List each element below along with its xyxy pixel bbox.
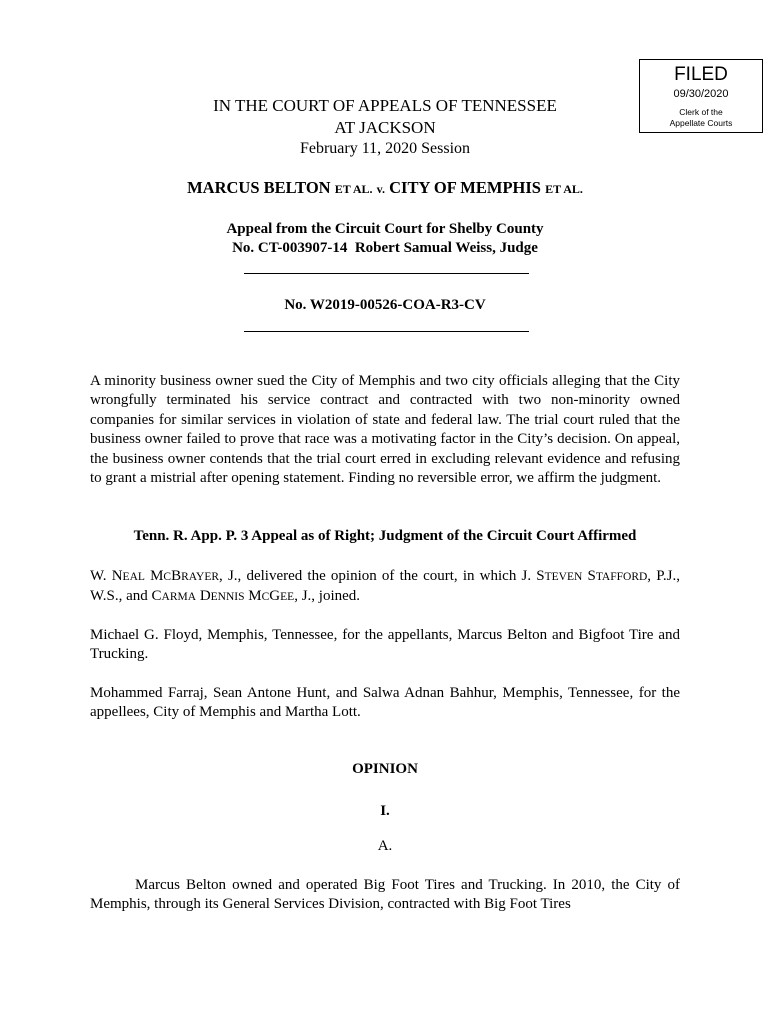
judges-text-17: G bbox=[269, 588, 281, 605]
judges-text-7: , J., delivered the opinion of the court, in which J. S bbox=[219, 568, 545, 584]
judges-text-11: , P.J., W.S., and C bbox=[90, 568, 680, 605]
section-heading: I. bbox=[380, 803, 390, 819]
judges-text-15: M bbox=[248, 588, 262, 605]
appeal-line-2: No. CT-003907-14 Robert Samual Weiss, Judge bbox=[232, 240, 538, 256]
judges-text-9: S bbox=[587, 568, 596, 584]
court-line-2: AT JACKSON bbox=[334, 118, 436, 137]
opinion-heading: OPINION bbox=[352, 761, 418, 777]
judges-text-5: B bbox=[171, 568, 182, 584]
docket-number: No. W2019-00526-COA-R3-CV bbox=[284, 297, 486, 313]
judges-text-13: D bbox=[199, 588, 211, 605]
party-2: CITY OF MEMPHIS bbox=[389, 178, 541, 197]
et-al-1: ET AL. bbox=[334, 182, 373, 196]
judges-text-19: , J., joined. bbox=[294, 588, 361, 605]
judges-text-14: ENNIS bbox=[210, 591, 245, 604]
case-summary: A minority business owner sued the City of Memphis and two city officials alleging that the City wrongfully terminated his service contract and contracted with two non-minority owned companies for similar services in violation of state and federal law. The trial court ruled that the business owner failed to prove that race was a motivating factor in the City’s decision. On appeal, the business owner contends that the trial court erred in excluding relevant evidence and refusing to grant a mistrial after opening statement. Finding no reversible error, we affirm the judgment. bbox=[90, 373, 680, 487]
judges-text-1: W. N bbox=[90, 568, 123, 584]
party-1: MARCUS BELTON bbox=[187, 178, 331, 197]
session-date: February 11, 2020 Session bbox=[299, 140, 471, 157]
opinion-paragraph: Marcus Belton owned and operated Big Foot Tires and Trucking. In 2010, the City of Memphis, through its General Services Division, contracted with Big Foot Tires bbox=[90, 877, 680, 913]
stamp-clerk-line1: Clerk of the bbox=[679, 107, 723, 117]
case-caption bbox=[0, 177, 770, 200]
judges-line bbox=[90, 567, 680, 608]
appellees-counsel: Mohammed Farraj, Sean Antone Hunt, and Salwa Adnan Bahhur, Memphis, Tennessee, for the appellees, City of Memphis and Martha Lott. bbox=[90, 685, 680, 721]
judges-text-10: TAFFORD bbox=[595, 571, 648, 583]
versus: v. bbox=[376, 182, 385, 196]
judges-text-8: TEVEN bbox=[544, 571, 583, 583]
subsection-heading: A. bbox=[377, 838, 393, 854]
appeal-line-1: Appeal from the Circuit Court for Shelby County bbox=[226, 221, 544, 237]
holding-line: Tenn. R. App. P. 3 Appeal as of Right; Judgment of the Circuit Court Affirmed bbox=[133, 528, 637, 544]
et-al-2: ET AL. bbox=[545, 182, 583, 196]
stamp-clerk-line2: Appellate Courts bbox=[669, 118, 733, 128]
judges-text-16: C bbox=[261, 591, 270, 604]
stamp-date: 09/30/2020 bbox=[673, 88, 729, 100]
judges-text-2: EAL bbox=[122, 571, 145, 583]
judges-text-4: C bbox=[163, 571, 172, 583]
divider-bottom bbox=[244, 331, 529, 332]
appellants-counsel: Michael G. Floyd, Memphis, Tennessee, for the appellants, Marcus Belton and Bigfoot Tire and Trucking. bbox=[90, 627, 680, 663]
stamp-title: FILED bbox=[674, 64, 728, 85]
judges-text-18: EE bbox=[280, 591, 295, 604]
judges-text-12: ARMA bbox=[161, 591, 197, 604]
judges-text-6: RAYER bbox=[181, 571, 220, 583]
appeal-info bbox=[0, 220, 770, 258]
judges-text-3: M bbox=[150, 568, 164, 584]
court-line-1: IN THE COURT OF APPEALS OF TENNESSEE bbox=[213, 96, 557, 115]
divider-top bbox=[244, 273, 529, 274]
court-name bbox=[0, 95, 770, 139]
